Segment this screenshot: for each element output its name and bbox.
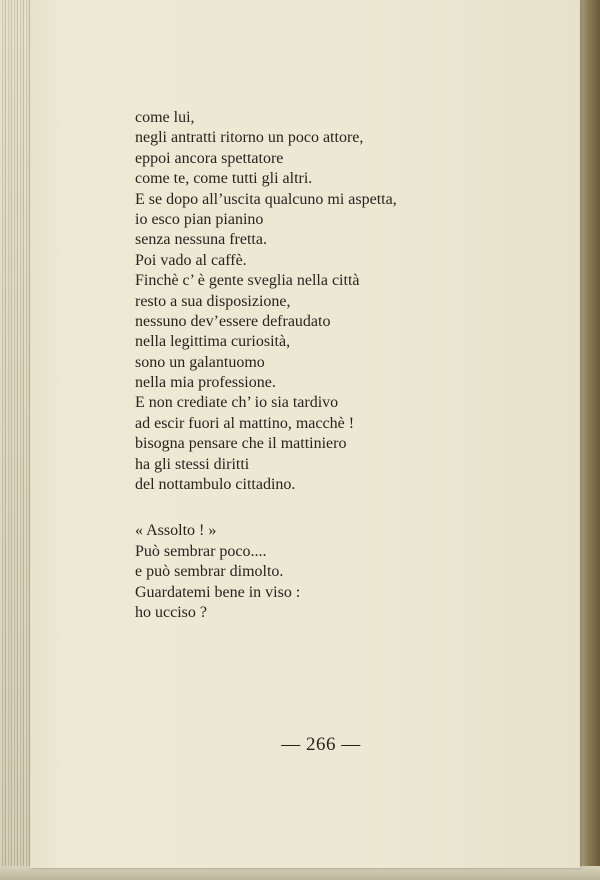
poem-line: E non crediate ch’ io sia tardivo [135,394,339,412]
poem-line: Può sembrar poco.... [135,542,267,560]
poem-text [135,108,397,623]
poem-line: Guardatemi bene in viso : [135,583,301,601]
poem-line: senza nessuna fretta. [135,231,267,249]
bottom-edge [0,866,600,880]
poem-line: ad escir fuori al mattino, macchè ! [135,414,355,432]
poem-line: eppoi ancora spettatore [135,149,284,167]
poem-line: ha gli stessi diritti [135,455,250,473]
poem-line: Poi vado al caffè. [135,251,247,269]
stanza-break [135,495,397,521]
poem-line: del nottambulo cittadino. [135,476,296,494]
poem-line: come lui, [135,109,195,126]
poem-line: sono un galantuomo [135,353,265,371]
poem-line: nessuno dev’essere defraudato [135,312,331,330]
poem-line: E se dopo all’uscita qualcuno mi aspetta, [135,190,397,208]
page-number: — 266 — [281,734,361,755]
poem-line: ho ucciso ? [135,603,207,621]
poem-line: Finchè c’ è gente sveglia nella città [135,272,360,290]
poem-line: nella legittima curiosità, [135,333,291,351]
poem-line: bisogna pensare che il mattiniero [135,435,347,453]
poem-line: « Assolto ! » [135,522,217,540]
poem-line: resto a sua disposizione, [135,292,291,310]
poem-line: come te, come tutti gli altri. [135,170,313,188]
poem-line: nella mia professione. [135,374,276,392]
binding-shadow [578,0,600,880]
poem-line: io esco pian pianino [135,210,264,228]
poem-line: e può sembrar dimolto. [135,563,284,581]
poem-line: negli antratti ritorno un poco attore, [135,129,364,147]
